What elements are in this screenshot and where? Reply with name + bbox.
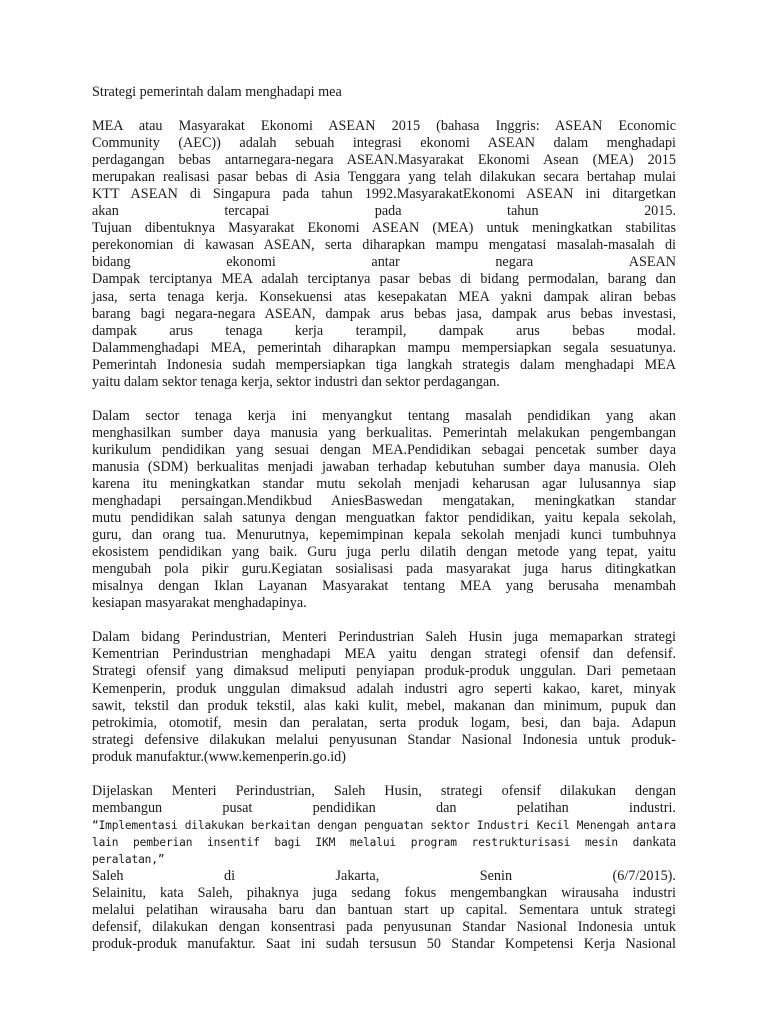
word: bidang (92, 254, 131, 271)
quote-line-with-tail (92, 834, 676, 868)
paragraph-perindustrian (92, 629, 676, 765)
word: dampak (92, 322, 137, 339)
text-line-spread (92, 800, 676, 817)
text-line: produk-produk manufaktur. Saat ini sudah tersusun 50 Standar Kompetensi Kerja Nasional (92, 936, 676, 953)
text-line: Kementrian Perindustrian menghadapi MEA yaitu dengan strategi ofensif dan defensif. (92, 646, 676, 663)
text-line: Dalammenghadapi MEA, pemerintah diharapkan mampu mempersiapkan segala sesuatunya. (92, 339, 676, 356)
word: pendidikan (312, 799, 376, 816)
text-line: MEA atau Masyarakat Ekonomi ASEAN 2015 (bahasa Inggris: ASEAN Economic (92, 118, 676, 135)
text-line: Dampak terciptanya MEA adalah terciptanya pasar bebas di bidang permodalan, barang dan (92, 271, 676, 288)
text-line: kurikulum pendidikan yang sesuai dengan MEA.Pendidikan sebagai pencetak sumber daya (92, 441, 676, 458)
word: membangun (92, 799, 163, 816)
word: ASEAN (628, 254, 676, 271)
document-title: Strategi pemerintah dalam menghadapi mea (92, 84, 342, 100)
text-line-spread (92, 254, 676, 271)
text-line: misalnya dengan Iklan Layanan Masyarakat tentang MEA yang berusaha menambah (92, 578, 676, 595)
word: Jakarta, (335, 867, 380, 884)
word: akan (92, 203, 119, 220)
text-line: melalui pelatihan wirausaha baru dan bantuan start up capital. Sementara untuk strategi (92, 902, 676, 919)
word: industri. (629, 799, 676, 816)
paragraph-mea-intro (92, 118, 676, 391)
word: negara (495, 254, 534, 271)
text-line: barang bagi negara-negara ASEAN, dampak arus bebas jasa, dampak arus bebas investasi, (92, 305, 676, 322)
word: pusat (222, 799, 253, 816)
text-line: Dijelaskan Menteri Perindustrian, Saleh Husin, strategi ofensif dilakukan dengan (92, 782, 676, 799)
text-line: perdagangan bebas antarnegara-negara ASEAN.Masyarakat Ekonomi Asean (MEA) 2015 (92, 152, 676, 169)
text-line: merupakan realisasi pasar bebas di Asia Tenggara yang telah dilakukan secara bertahap mulai (92, 169, 676, 186)
text-line: Pemerintah Indonesia sudah mempersiapkan tiga langkah strategis dalam menghadapi MEA (92, 356, 676, 373)
word: (6/7/2015). (612, 867, 676, 884)
text-line: mutu pendidikan salah satunya dengan menguatkan faktor pendidikan, yaitu kepala sekolah, (92, 510, 676, 527)
text-line: yaitu dalam sektor tenaga kerja, sektor industri dan sektor perdagangan. (92, 373, 500, 390)
word: tahun (507, 203, 539, 220)
word: di (224, 867, 236, 884)
text-line: manusia (SDM) berkualitas menjadi jawaban terhadap kebutuhan sumber daya manusia. Oleh (92, 458, 676, 475)
text-line: ekosistem pendidikan yang baik. Guru juga perlu dilatih dengan metode yang tepat, yaitu (92, 544, 676, 561)
text-line-spread (92, 868, 676, 885)
text-line: Tujuan dibentuknya Masyarakat Ekonomi ASEAN (MEA) untuk meningkatkan stabilitas (92, 220, 676, 237)
word: Senin (479, 867, 513, 884)
paragraph-strategi-ofensif (92, 783, 676, 953)
text-line: Kemenperin, produk unggulan dimaksud adalah industri agro seperti kakao, karet, minyak (92, 680, 676, 697)
text-line-spread (92, 203, 676, 220)
word: ekonomi (226, 254, 276, 271)
word: tenaga (225, 322, 263, 339)
word: 2015. (644, 203, 676, 220)
text-line: perekonomian di kawasan ASEAN, serta diharapkan mampu mengatasi masalah-masalah di (92, 237, 676, 254)
word: pelatihan (516, 799, 569, 816)
word: arus (169, 322, 193, 339)
text-line: Selainitu, kata Saleh, pihaknya juga sedang fokus mengembangkan wirausaha industri (92, 885, 676, 902)
word: dampak (438, 322, 484, 339)
text-line-spread (92, 323, 676, 340)
text-line: Strategi ofensif yang dimaksud meliputi penyiapan produk-produk unggulan. Dari pemetaan (92, 663, 676, 680)
text-line: jasa, serta tenaga kerja. Konsekuensi atas kesepakatan MEA yakni dampak aliran bebas (92, 288, 676, 305)
text-line: produk manufaktur.(www.kemenperin.go.id) (92, 748, 346, 765)
quote-line: “Implementasi dilakukan berkaitan dengan penguatan sektor Industri Kecil Menengah antara (92, 818, 676, 832)
word: pada (374, 203, 402, 220)
word: dan (435, 799, 457, 816)
word: antar (371, 254, 400, 271)
text-line: karena itu meningkatkan standar mutu sekolah menjadi keharusan agar lulusannya siap (92, 475, 676, 492)
quote-line: lain pemberian insentif bagi IKM melalui program restrukturisasi mesin dan peralatan,” (92, 835, 653, 866)
text-line: strategi defensive dilakukan melalui penyusunan Standar Nasional Indonesia untuk produk- (92, 731, 676, 748)
text-line: mengubah pola pikir guru.Kegiatan sosialisasi pada masyarakat juga harus ditingkatkan (92, 561, 676, 578)
word: arus (516, 322, 540, 339)
word: terampil, (355, 322, 407, 339)
text-line: KTT ASEAN di Singapura pada tahun 1992.MasyarakatEkonomi ASEAN ini ditargetkan (92, 186, 676, 203)
text-line: Community (AEC)) adalah sebuah integrasi ekonomi ASEAN dalam menghadapi (92, 135, 676, 152)
text-line: Dalam sector tenaga kerja ini menyangkut tentang masalah pendidikan yang akan (92, 407, 676, 424)
text-line: menghasilkan sumber daya manusia yang berkualitas. Pemerintah melakukan pengembangan (92, 424, 676, 441)
document-page (92, 84, 676, 953)
word: bebas (572, 322, 605, 339)
text-line: Dalam bidang Perindustrian, Menteri Perindustrian Saleh Husin juga memaparkan strategi (92, 629, 676, 646)
text-line: sawit, tekstil dan produk tekstil, alas kaki kulit, mebel, makanan dan minimum, pupuk dan (92, 697, 676, 714)
text-line: guru, dan orang tua. Menurutnya, kepemimpinan kepala sekolah menjadi kunci tumbuhnya (92, 527, 676, 544)
text-line: defensif, dilakukan dengan konsentrasi pada penyusunan Standar Nasional Indonesia untuk (92, 919, 676, 936)
word: tercapai (224, 203, 270, 220)
text-line: petrokimia, otomotif, mesin dan peralatan, serta produk logam, besi, dan baja. Adapun (92, 714, 676, 731)
word: kata (652, 833, 676, 850)
word: kerja (294, 322, 324, 339)
word: Saleh (92, 867, 124, 884)
text-line: menghadapi persaingan.Mendikbud AniesBaswedan mengatakan, meningkatkan standar (92, 493, 676, 510)
paragraph-tenaga-kerja (92, 408, 676, 613)
text-line: kesiapan masyarakat menghadapinya. (92, 595, 307, 612)
word: modal. (636, 322, 676, 339)
